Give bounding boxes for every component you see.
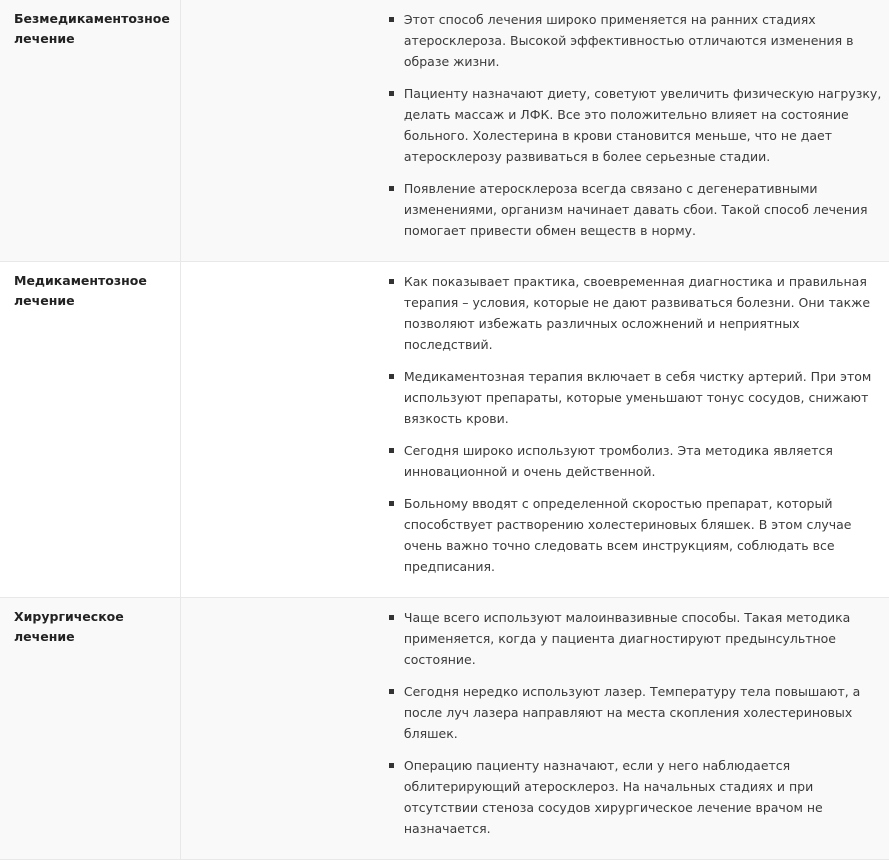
table-row	[0, 598, 889, 860]
list-item: Сегодня нередко используют лазер. Температуру тела повышают, а после луч лазера направляют на места скопления холестериновых бляшек.	[374, 681, 888, 744]
list-item: Появление атеросклероза всегда связано с дегенеративными изменениями, организм начинает давать сбои. Такой способ лечения помогает привести обмен веществ в норму.	[374, 178, 888, 241]
bullet-list	[374, 263, 888, 596]
bullet-list	[374, 1, 888, 260]
list-item: Сегодня широко используют тромболиз. Эта методика является инновационной и очень действенной.	[374, 440, 888, 482]
list-item: Этот способ лечения широко применяется на ранних стадиях атеросклероза. Высокой эффективностью отличаются изменения в образе жизни.	[374, 9, 888, 72]
list-item: Чаще всего используют малоинвазивные способы. Такая методика применяется, когда у пациента диагностируют предынсультное состояние.	[374, 607, 888, 670]
list-item: Как показывает практика, своевременная диагностика и правильная терапия – условия, которые не дают развиваться болезни. Они также позволяют избежать различных осложнений и неприятных последствий.	[374, 271, 888, 355]
list-item: Пациенту назначают диету, советуют увеличить физическую нагрузку, делать массаж и ЛФК. Все это положительно влияет на состояние больного. Холестерина в крови становится меньше, что не дает атеросклерозу развиваться в более серьезные стадии.	[374, 83, 888, 167]
list-item: Медикаментозная терапия включает в себя чистку артерий. При этом используют препараты, которые уменьшают тонус сосудов, снижают вязкость крови.	[374, 366, 888, 429]
table-row	[0, 0, 889, 262]
row-title: Безмедикаментозное лечение	[0, 0, 180, 262]
row-title: Хирургическое лечение	[0, 598, 180, 860]
list-item: Больному вводят с определенной скоростью препарат, который способствует растворению холестериновых бляшек. В этом случае очень важно точно следовать всем инструкциям, соблюдать все предписания.	[374, 493, 888, 577]
bullet-list	[374, 599, 888, 858]
list-item: Операцию пациенту назначают, если у него наблюдается облитерирующий атеросклероз. На начальных стадиях и при отсутствии стеноза сосудов хирургическое лечение врачом не назначается.	[374, 755, 888, 839]
row-title: Медикаментозное лечение	[0, 262, 180, 598]
table-row	[0, 262, 889, 598]
